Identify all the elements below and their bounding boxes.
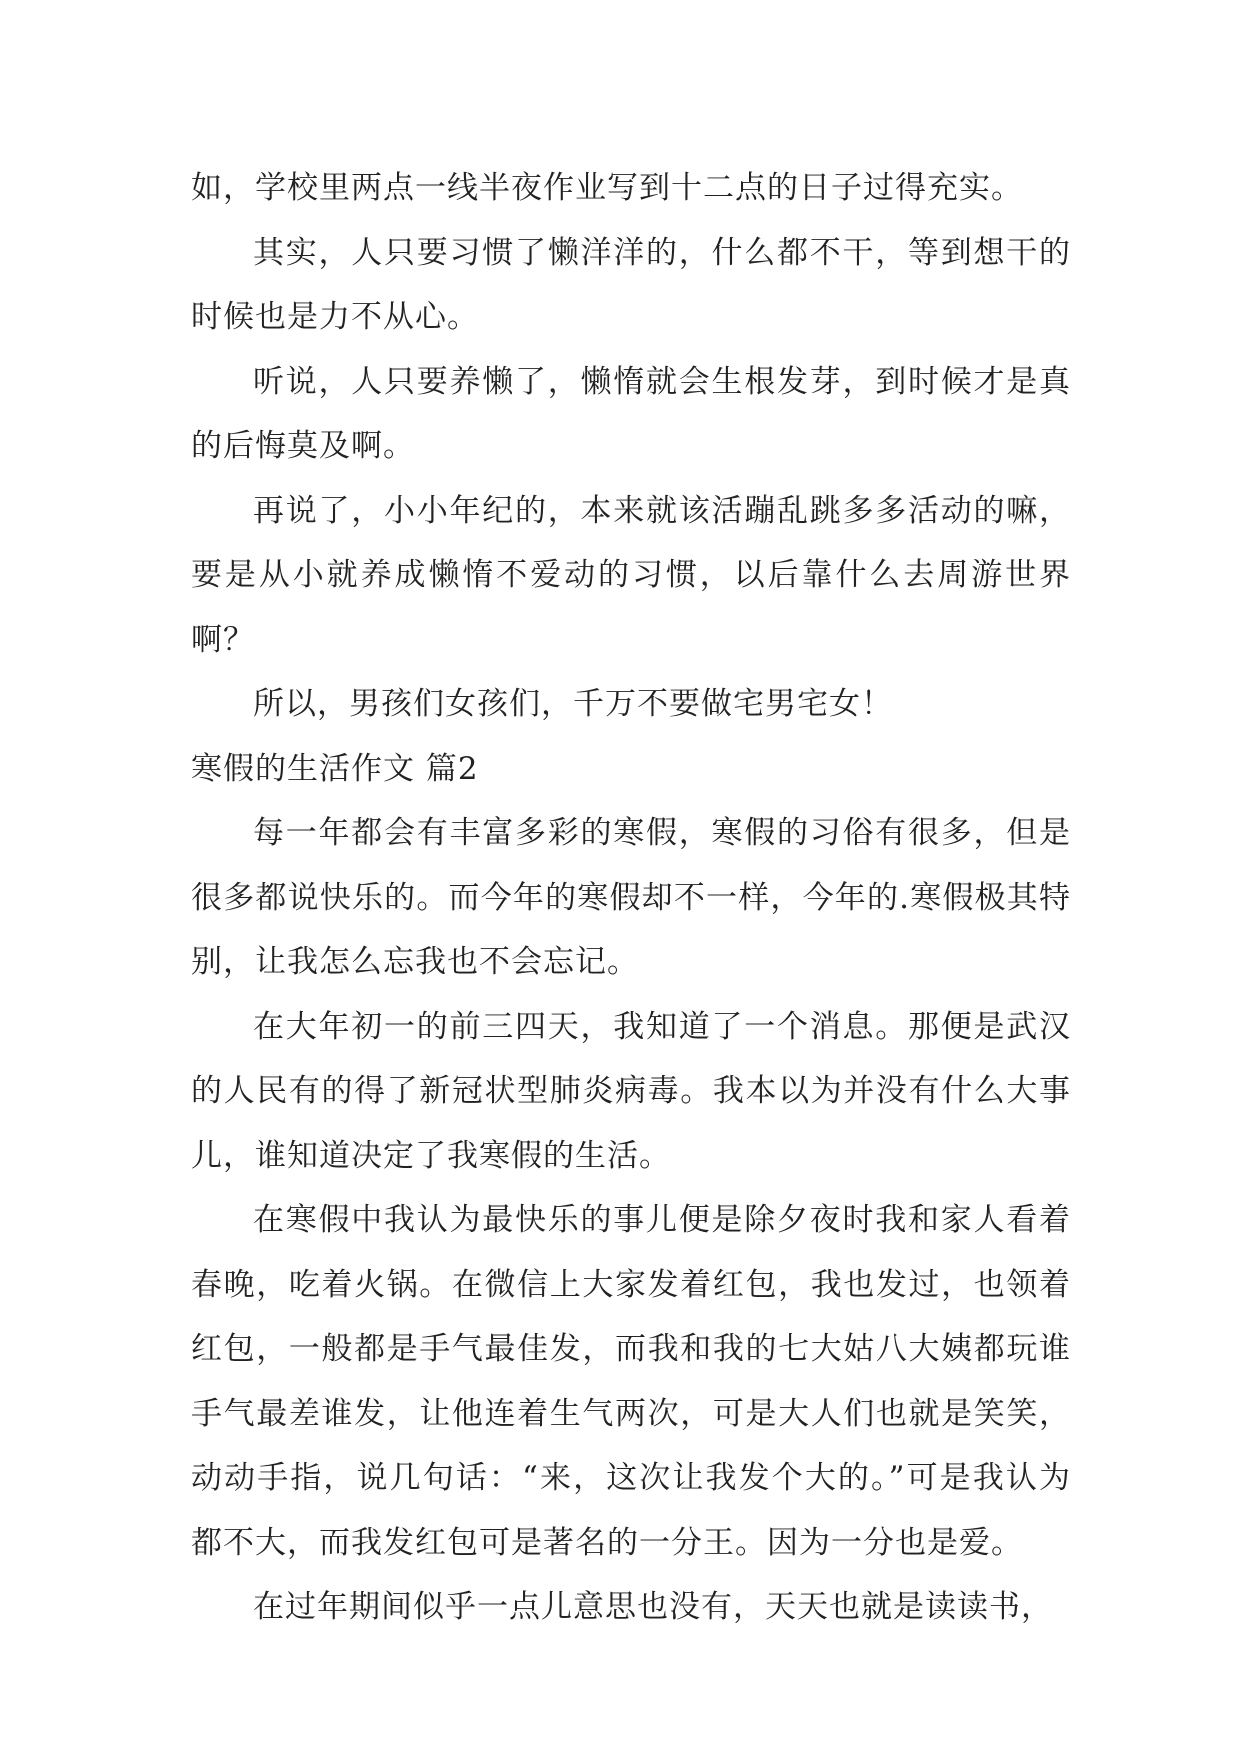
- paragraph: 每一年都会有丰富多彩的寒假，寒假的习俗有很多，但是很多都说快乐的。而今年的寒假却不一样，今年的.寒假极其特别，让我怎么忘我也不会忘记。: [191, 815, 1071, 980]
- paragraph: 听说，人只要养懒了，懒惰就会生根发芽，到时候才是真的后悔莫及啊。: [191, 363, 1071, 464]
- paragraph: 如，学校里两点一线半夜作业写到十二点的日子过得充实。: [191, 170, 1023, 206]
- paragraph: 在寒假中我认为最快乐的事儿便是除夕夜时我和家人看着春晚，吃着火锅。在微信上大家发着红包，我也发过，也领着红包，一般都是手气最佳发，而我和我的七大姑八大姨都玩谁手气最差谁发，让他连着生气两次，可是大人们也就是笑笑，动动手指，说几句话：“来，这次让我发个大的。”可是我认为都不大，而我发红包可是著名的一分王。因为一分也是爱。: [191, 1202, 1071, 1561]
- paragraph: 再说了，小小年纪的，本来就该活蹦乱跳多多活动的嘛，要是从小就养成懒惰不爱动的习惯，以后靠什么去周游世界啊？: [191, 492, 1071, 658]
- paragraph: 所以，男孩们女孩们，千万不要做宅男宅女！: [253, 686, 893, 722]
- paragraph: 其实，人只要习惯了懒洋洋的，什么都不干，等到想干的时候也是力不从心。: [191, 234, 1071, 335]
- document-body: [191, 156, 1071, 1640]
- paragraph: 在大年初一的前三四天，我知道了一个消息。那便是武汉的人民有的得了新冠状型肺炎病毒。我本以为并没有什么大事儿，谁知道决定了我寒假的生活。: [191, 1008, 1071, 1174]
- paragraph: 在过年期间似乎一点儿意思也没有，天天也就是读读书，: [253, 1589, 1053, 1625]
- section-heading: 寒假的生活作文 篇2: [191, 750, 479, 787]
